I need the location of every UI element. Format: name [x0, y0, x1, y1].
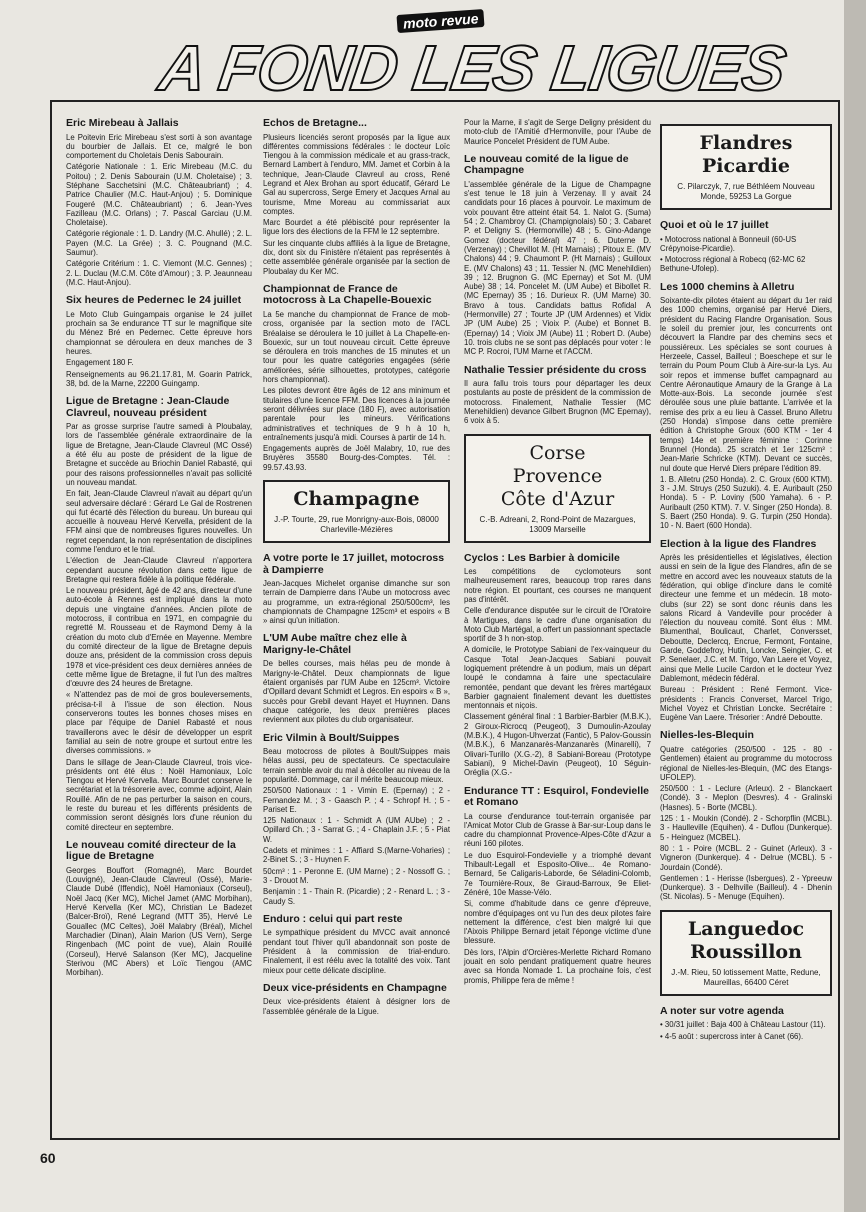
article-paragraph: La course d'endurance tout-terrain organisée par l'Amicat Motor Club de Grasse à Bar-sur-Loup dans le cadre du championnat Provence-Alpes-Côte d'Azur a réuni 160 pilotes. [464, 811, 651, 849]
article-paragraph: Quatre catégories (250/500 - 125 - 80 - Gentlemen) étaient au programme du motocross régional de Nielles-les-Blequin, (MC des Etangs-UFOLEP). [660, 744, 832, 782]
article-paragraph: « N'attendez pas de moi de gros bouleversements, précisa-t-il à l'issue de son élection. Nous conserverons toutes les bonnes choses mises en place par l'équipe de Daniel Rabasté et nous travaillerons avec le désir de développer un esprit familial au sein de notre groupe et surtout entre les diverses commissions. » [66, 690, 252, 756]
article-paragraph: Marc Bourdet a été plébiscité pour représenter la ligue lors des élections de la FFM le 12 septembre. [263, 218, 450, 237]
article-title: Nielles-les-Blequin [660, 729, 754, 742]
article-paragraph: Beau motocross de pilotes à Boult/Suippes mais hélas aussi, peu de spectateurs. Ce spectaculaire terrain semble avoir du mal à décoller au niveau de la popularité. Dommage, car il mérite beaucoup mieux. [263, 747, 450, 784]
region-address: C. Pilarczyk, 7, rue Béthléem Nouveau Monde, 59253 La Gorgue [677, 182, 815, 201]
agenda-item: • Motocross régional à Robecq (62-MC 62 Bethune-Ufolep). [660, 255, 806, 274]
article [464, 118, 651, 146]
article-paragraph: Dès lors, l'Alpin d'Orcières-Merlette Richard Romano jouait en solo pendant pratiquement quatre heures avec sa Honda Nomade 1. La prochaine fois, c'est promis, Philippe fera de même ! [464, 947, 651, 985]
article [464, 365, 651, 426]
article [263, 983, 450, 1016]
region-name: Provence [512, 464, 603, 487]
article-paragraph: 250/500 : 1 - Leclure (Arleux). 2 - Blanckaert (Condé). 3 - Meplon (Desvres). 4 - Gralinski (Hasnes). 5 - Borte (MCBL). [660, 784, 832, 812]
article [464, 154, 651, 357]
article-paragraph: La 5e manche du championnat de France de mob-cross, organisée par la section moto de l'ACL Bréalaise se déroulera le 10 juillet à La Chapelle-en-Bouexic, sur un tout nouveau circuit. Cette épreuve se déroulera en trois manches de 15 minutes et un tour pour les quatre catégories engagées (série améliorées, série silhouettes, prototypes, catégorie hors championnat). [263, 309, 450, 385]
article-paragraph: Le nouveau président, âgé de 42 ans, directeur d'une auto-école à Rennes est impliqué dans la moto depuis une vingtaine d'années. Ancien pilote de motocross, il contribua en 1971, en compagnie du regretté M. Rousseau et de Raymond Demy à la création du moto club d'Ernée en Mayenne. Membre du comité directeur de la ligue de Bretagne depuis douze ans, président de la commission cross depuis 1978 et vice-président ces deux dernières années de cette même ligue de Bretagne, il fut l'un des maîtres d'œuvre des 24 heures de Bretagne. [66, 586, 252, 689]
article-title: Echos de Bretagne... [263, 117, 367, 129]
article-title: Eric Mirebeau à Jallais [66, 117, 179, 129]
article-paragraph: Georges Bouffort (Romagné), Marc Bourdet (Louvigné), Jean-Claude Clavreul (Ossé), Marie-Claude Dubé (Iffendic), Noël Hamoniaux (Corseul), Noël Jacq (Ker MC), Michel Jamet (AMC Morbihan), Hervé Kervella (Ker MC), Christian Le Badezet (Balcer-Broï), René Legrand (MTT 35), Hervé Le Gouallec (MC Celtes), Joël Malabry (Bréal), Michel Marchadier (Dinan), Alain Marion (US Vern), Serge Ringenbach (MC point de vue), Alain Rouillé (Corseul), Hervé Salanson (Ker MC), Jacqueline Sterivou (MC Abers) et Loïc Tiengou (AMC Morbihan). [66, 865, 252, 978]
article-paragraph: Les pilotes devront être âgés de 12 ans minimum et titulaires d'une licence FFM. Des licences à la journée seront délivrées sur place (180 F), avec autorisation parentale pour les mineurs. Vérifications administratives et techniques de 9 h à 10 h, entraînements jusqu'à midi. Courses à partir de 14 h. [263, 386, 450, 442]
article [263, 633, 450, 724]
article-title: Championnat de France de motocross à La Chapelle-Bouexic [263, 282, 432, 307]
article-paragraph: Après les présidentielles et législatives, élection aussi en sein de la ligue des Flandres, afin de se mettre en accord avec les nouveaux statuts de la fédération, qui oblige d'inclure dans le comité directeur une femme et un médecin. 18 moto-clubs (sur 22) se sont donc réunis dans les salons Ricard à Vandeville pour procéder à l'élection du nouveau comité. Sont élus : MM. Blumenthal, Boulicaut, Charlet, Conversset, Deboutte, Declercq, Encrue, Fermont, Fontaine, Garde, Goddefroy, Hutin, Loncke, Seingier, C. et P. Senelaer, J.C. et M. Trigo, Van Laere et Voyez, ainsi que Melle Lucile Cardon et le docteur Yvez Dablemont, médecin fédéral. [660, 553, 832, 683]
article-title: Ligue de Bretagne : Jean-Claude Clavreul, nouveau président [66, 395, 230, 419]
agenda-item: • 30/31 juillet : Baja 400 à Château Lastour (11). [660, 1020, 826, 1030]
article-paragraph: Benjamin : 1 - Thain R. (Picardie) ; 2 - Renard L. ; 3 - Caudy S. [263, 887, 450, 906]
region-name: Languedoc [687, 917, 805, 940]
article-paragraph: Engagement 180 F. [66, 358, 134, 368]
region-name: Corse [529, 441, 586, 464]
article-paragraph: Le sympathique président du MVCC avait annoncé pendant tout l'hiver qu'il abandonnait son poste de Président à la commission de trial-enduro. Finalement, il est réélu avec la totalité des voix. Tant mieux pour cette délicate discipline. [263, 928, 450, 975]
article [66, 840, 252, 978]
page-number: 60 [40, 1150, 56, 1166]
moto-revue-logo: moto revue [396, 9, 485, 33]
agenda-item: • 4-5 août : supercross inter à Canet (66). [660, 1031, 804, 1041]
article-title: Le nouveau comité de la ligue de Champagne [464, 152, 629, 177]
article-paragraph: Celle d'endurance disputée sur le circuit de l'Oratoire à Martigues, dans le cadre d'une organisation du Moto Club Martégal, a offert un passionnant spectacle sportif de 3 h non-stop. [464, 606, 651, 644]
article-paragraph: Par as grosse surprise l'autre samedi à Ploubalay, lors de l'assemblée générale extraordinaire de la ligue de Bretagne, Jean-Claude Clavreul (MC Ossé) a été élu au poste de président de la ligue de Bretagne et succède au Briochin Daniel Rabasté, qui pour des raisons professionnelles n'avait pas sollicité un nouveau mandat. [66, 422, 252, 487]
article-title: Le nouveau comité directeur de la ligue de Bretagne [66, 838, 236, 863]
article [464, 553, 651, 778]
article-title: Six heures de Pedernec le 24 juillet [66, 294, 242, 307]
page-edge [844, 0, 866, 1212]
article-paragraph: Soixante-dix pilotes étaient au départ du 1er raid des 1000 chemins, organisé par Hervé Diers, président du Racing Flandre Organisation. Sous le soleil du premier jour, les concurrents ont découvert la Flandre par des chemins secs et poussiéreux. Les spéciales se sont courues à Herzeele, Cassel, Bailleul ; Boeschepe et sur le terrain du Poum Poum Club à Aire-sur-la Lys. Au soir repos et immense buffet campagnard au Centre Aéronautique Amaury de la Grange à La Motte-aux-Bois. La seconde journée s'est déroulée sous une pluie battante. L'arrivée et la remise des prix a eu lieu à Cassel. Bruno Alletru (250 Honda) s'impose dans cette première édition à Christophe Groux (600 KTM - 1er 4 temps) 14e et première féminine : Corinne Brunnel (Honda). 25 scratch et 1er 125cm³ : Jean-Marie Schricke (KTM). Devant ce succès, nul doute que Hervé Diers prépare l'édition 89. [660, 296, 832, 473]
column-3 [464, 118, 651, 993]
article-paragraph: Deux vice-présidents étaient à désigner lors de l'assemblée générale de la Ligue. [263, 997, 450, 1016]
article-title: Endurance TT : Esquirol, Fondevielle et Romano [464, 784, 649, 809]
article-paragraph: Jean-Jacques Michelet organise dimanche sur son terrain de Dampierre dans l'Aube un motocross avec au programme, un extra-régional 250/500cm³, les championnats de Champagne 125cm³ et espoirs « B » ainsi qu'un initiation. [263, 579, 450, 626]
article-paragraph: Dans le sillage de Jean-Claude Clavreul, trois vice-présidents ont été élus : Noël Hamoniaux, Loïc Tiengou et Hervé Kervella. Marc Bourdet conserve le secrétariat et la trésorerie avec, comme adjoint, Alain Rouillé. Afin de ne pas perturber la saison en cours, le reste du bureau et les différents présidents de commission seront désignés lors d'une réunion du comité directeur en septembre. [66, 757, 252, 832]
region-name: Flandres [699, 132, 793, 154]
article-paragraph: A domicile, le Prototype Sabiani de l'ex-vainqueur du Casque Total Jean-Jacques Sabiani pouvait logiquement prétendre à un podium, mais un départ loupé le condamna à faire une spectaculaire remontée, pendant que devant les frères martégaux Barbier gagnaient finalement devant les duettistes mentonnais et niçois. [464, 645, 651, 711]
article-paragraph: En fait, Jean-Claude Clavreul n'avait au départ qu'un seul adversaire déclaré : Gérard Le Gal de Rostrenen qui fut écarté dès l'élection du bureau. Un bureau qui accueille à nouveau Hervé Kervella, président de la FFM ainsi que de nombreuses figures nouvelles. Un regret cependant, la non représentation de disciplines comme l'enduro et le trial. [66, 489, 252, 554]
article-title: Enduro : celui qui part reste [263, 912, 403, 925]
article [263, 118, 450, 276]
article [660, 1006, 832, 1041]
column-1 [66, 118, 252, 985]
article-paragraph: Le Poitevin Eric Mirebeau s'est sorti à son avantage du bourbier de Jallais. Et ce, malgré le bon comportement du Choletais Denis Sabourain. [66, 132, 252, 161]
region-name: Picardie [702, 155, 790, 177]
article [263, 553, 450, 625]
region-name: Champagne [293, 488, 420, 510]
article [660, 539, 832, 723]
article-title: Quoi et où le 17 juillet [660, 219, 769, 231]
article-title: A noter sur votre agenda [660, 1004, 784, 1017]
region-box [263, 480, 450, 543]
region-box [464, 434, 651, 543]
article-paragraph: 50cm³ : 1 - Peronne E. (UM Marne) ; 2 - Nossoff G. ; 3 - Drouot M. [263, 866, 450, 885]
region-name: Côte d'Azur [500, 487, 615, 510]
article-paragraph: Plusieurs licenciés seront proposés par la ligue aux différentes commissions fédérales : le docteur Loïc Tiengou à la commission médicale et au grass-track, Bernard Lambert à l'enduro, MM. Jamet et Corbin à la technique, Jean-Claude Clavreul au cross, René Legrand et Alex Brohan au sport éducatif, Gérard Le Gal au supercross, Serge Emery et Jacques Arnal au tourisme, Mme Moreau au commissariat aux comptes. [263, 132, 450, 216]
article-paragraph: Le duo Esquirol-Fondevielle y a triomphé devant Thibault-Legall et Esposito-Olive... 4e Romano-Bernard, 5e Caligaris-Laborde, 6e Séladini-Colomb, 7e Tournière-Roux, 8e Giraud-Barroux, 9e Eliet-Zénéré, 10e Masse-Vélo. [464, 850, 651, 897]
article-paragraph: Classement général final : 1 Barbier-Barbier (M.B.K.), 2 Giroux-Ricrocq (Peugeot), 3 Dumoulin-Azoulay (M.B.K.), 4 Hugon-Uhverzat (Fantic), 5 Palov-Goussin (M.B.K.), 6 Manzanarès-Manzanarès (Minarelli), 7 Olivari-Turillo (X.G.-2), 8 Sabiani-Boreau (Prototype Sabiani), 9 Michel-Davin (Peugeot), 10 Séguin-Oréglia (X.G.- [464, 712, 651, 778]
article-paragraph: Il aura fallu trois tours pour départager les deux postulants au poste de président de la commission de motocross. Finalement, Nathalie Tessier (MC Menehildien) devance Gilbert Brugnon (MC Epernay), 6 voix à 5. [464, 379, 651, 426]
article-paragraph: Le Moto Club Guingampais organise le 24 juillet prochain sa 3e endurance TT sur le magnifique site du Ménez Bré en Pedernec. Cette épreuve hors championnat se déroulera en deux manches de 3 heures. [66, 309, 252, 356]
article-paragraph: Renseignements au 96.21.17.81, M. Goarin Patrick, 38, bd. de la Marne, 22200 Guingamp. [66, 369, 252, 388]
article-paragraph: Catégorie Critérium : 1. C. Viemont (M.C. Gennes) ; 2. L. Duclau (M.C.M. Côte d'Amour) ; 3. P. Jeaunneau (M.C. Haut-Anjou). [66, 259, 252, 287]
article-paragraph: Catégorie Nationale : 1. Eric Mirebeau (M.C. du Poitou) ; 2. Denis Sabourain (U.M. Choletaise) ; 3. Stéphane Sacchetsini (M.C. Châteaubriant) ; 4. Patrice Chaulier (M.C. Haut-Anjou) ; 5. Dominique Fougeré (M.C. Châteaubriant) ; 6. Jean-Yves Fazilleau (M.C. Orlans) ; 7. Pascal Garciau (U.M. Choletaise). [66, 162, 252, 228]
article-paragraph: 250/500 Nationaux : 1 - Vimin E. (Epernay) ; 2 - Fernandez M. ; 3 - Gaasch P. ; 4 - Schropf H. ; 5 - Pariset E. [263, 786, 450, 814]
article [66, 295, 252, 388]
article-paragraph: L'élection de Jean-Claude Clavreul n'apportera cependant aucune révolution dans cette ligue de Bretagne qui restera fidèle à la politique fédérale. [66, 556, 252, 584]
article-title: Nathalie Tessier présidente du cross [464, 363, 647, 376]
region-address: J.-M. Rieu, 50 lotissement Matte, Redune, Maureillas, 66400 Céret [671, 967, 821, 987]
article-paragraph: 125 : 1 - Moukin (Condé). 2 - Schorpflin (MCBL). 3 - Haulleville (Equihen). 4 - Duflou (Dunkerque). 5 - Heinguez (MCBEL). [660, 814, 832, 842]
article-paragraph: 80 : 1 - Poire (MCBL. 2 - Guinet (Arleux). 3 - Vigneron (Dunkerque). 4 - Delrue (MCBL). 5 - Jourdain (Condé). [660, 843, 832, 872]
article-paragraph: Bureau : Président : René Fermont. Vice-présidents : Francis Converset, Marcel Trigo, Michel Voyez et Christian Loncke. Secrétaire : Eugène Van Laere. Trésorier : André Deboutte. [660, 685, 832, 723]
article [464, 786, 651, 985]
region-name: Roussillon [690, 940, 802, 963]
article [263, 733, 450, 906]
article-paragraph: Gentlemen : 1 - Herisse (Isbergues). 2 - Ypreeuw (Dunkerque). 3 - Delhville (Bailleul). 4 - Dhenin (St. Nicolas). 5 - Menuge (Equihen). [660, 873, 832, 902]
article-paragraph: Engagements auprès de Joël Malabry, 10, rue des Bruyères 35580 Bourg-des-Comptes. Tél. : 99.57.43.93. [263, 444, 450, 472]
article [66, 118, 252, 287]
article-title: L'UM Aube maître chez elle à Marigny-le-Châtel [263, 632, 407, 656]
page-header [154, 10, 790, 112]
article-paragraph: Les compétitions de cyclomoteurs sont malheureusement rares, beaucoup trop rares dans notre région. Et pourtant, ces courses ne manquent pas d'intérêt. [464, 567, 651, 604]
article-title: Les 1000 chemins à Alletru [660, 280, 795, 293]
column-2 [263, 118, 450, 1024]
agenda-item: • Motocross national à Bonneuil (60-US Crépynoise-Picardie). [660, 234, 797, 253]
article [66, 396, 252, 832]
article [660, 730, 832, 901]
article-paragraph: Si, comme d'habitude dans ce genre d'épreuve, nombre d'équipages ont vu l'un des deux pilotes faire nettement la différence, c'est bien malgré lui que l'Aixois Philippe Bernard jetait l'éponge victime d'une blessure. [464, 899, 651, 946]
article-title: Eric Vilmin à Boult/Suippes [263, 731, 400, 744]
article-paragraph: 1. B. Alletru (250 Honda). 2. C. Groux (600 KTM). 3 - J.M. Struys (250 Suzuki). 4. E. Auribault (250 Honda). 5 - P. Loviny (500 Yamaha). 6 - P. Auribault (250 KTM). 7. V. Singer (250 Honda). 8. S. Baert (250 Honda). 9. G. Turpin (250 Honda). 10 - N. Baert (600 Honda). [660, 474, 832, 531]
article-title: A votre porte le 17 juillet, motocross à Dampierre [263, 552, 445, 576]
article [263, 284, 450, 472]
article [660, 282, 832, 531]
article-paragraph: Pour la Marne, il s'agit de Serge Deligny président du moto-club de l'Amitié d'Hermonville, pour l'Aube de Maurice Poncelet Président de l'UM Aube. [464, 118, 651, 146]
article-title: Deux vice-présidents en Champagne [263, 981, 447, 994]
article-title: Election à la ligue des Flandres [660, 537, 817, 550]
page-title: A FOND LES LIGUES [154, 32, 790, 104]
region-box [660, 124, 832, 210]
article [263, 914, 450, 975]
article-paragraph: De belles courses, mais hélas peu de monde à Marigny-le-Châtel. Deux championnats de ligue étaient organisés par l'UM Aube en 125cm³. Victoire d'Opillard devant Schmidt et Legros. En espoirs « B », succès pour Grebil devant Hayet et Huynnen. Dans chaque catégorie, les deux premières places reviennent aux pilotes du club organisateur. [263, 659, 450, 725]
article-paragraph: Cadets et minimes : 1 - Affiard S.(Marne-Voharies) ; 2-Binet S. ; 3 - Huynen F. [263, 846, 450, 865]
column-4 [660, 118, 832, 1049]
region-box [660, 910, 832, 996]
article [660, 220, 832, 274]
region-address: C.-B. Adreani, 2, Rond-Point de Mazargues, 13009 Marseille [479, 514, 636, 534]
article-paragraph: Catégorie régionale : 1. D. Landry (M.C. Ahullé) ; 2. L. Payen (M.C. La Grée) ; 3. C. Pougnand (M.C. Saumur). [66, 229, 252, 258]
article-title: Cyclos : Les Barbier à domicile [464, 551, 620, 564]
article-paragraph: 125 Nationaux : 1 - Schmidt A (UM AUbe) ; 2 - Opillard Ch. ; 3 - Sarrat G. ; 4 - Chaplain J.F. ; 5 - Piat W. [263, 816, 450, 844]
region-address: J.-P. Tourte, 29, rue Monrigny-aux-Bois, 08000 Charleville-Mézières [274, 515, 439, 534]
article-paragraph: Sur les cinquante clubs affiliés à la ligue de Bretagne, dix, dont six du Finistère n'étaient pas représentés à cette assemblée générale organisée par la section de Ploubalay du Ker MC. [263, 238, 450, 276]
article-paragraph: L'assemblée générale de la Ligue de Champagne s'est tenue le 18 juin à Verzenay. Il y avait 24 candidats pour 16 places à pourvoir. Le maximum de voix pouvant être atteint était 54. 1. Nalot G. (Suma) 54 ; 2. Chambroy Cl. (Champignolais) 50 ; 3. Cabaret P. et Deligny S. (Hermonville) 48 ; 5. Gino-Adange Gomez (docteur fédéral) 47 ; 6. Duterne D. (Verzenay) ; Chevillot M. (Ht Marnais) ; Pitoux E. (MV Chalons) 44 ; 9. Chaumont P. (Ht Marnais) ; Guilloux E. (MV Chalons) 43 ; 11. Tessier N. (MC Menehildien) 39 ; 12. Brugnon G. (MC Epernay) et Sot M. (UM Aube) 38 ; 14. Poncelet M. (UM Aube) et Bibollet R. (MC Epernay) 35 ; 16. Durieux R. (UM Marne) 30. Bravo à tous. Candidats battus Rofidal A (Hermonville) 27 ; Tourte JP (UM Ardennes) et Vidix JP (UM Aube) 25 ; Vioix P. (Aube) et Bonnet B. (Epernay) 14 ; Vioix JM (Aube) 11 ; Robert D. (Aube) 10. trois clubs ne se sont pas déplacés pour voter : le MC P. Rocroi, l'UM Marne et l'ACCM. [464, 179, 651, 357]
